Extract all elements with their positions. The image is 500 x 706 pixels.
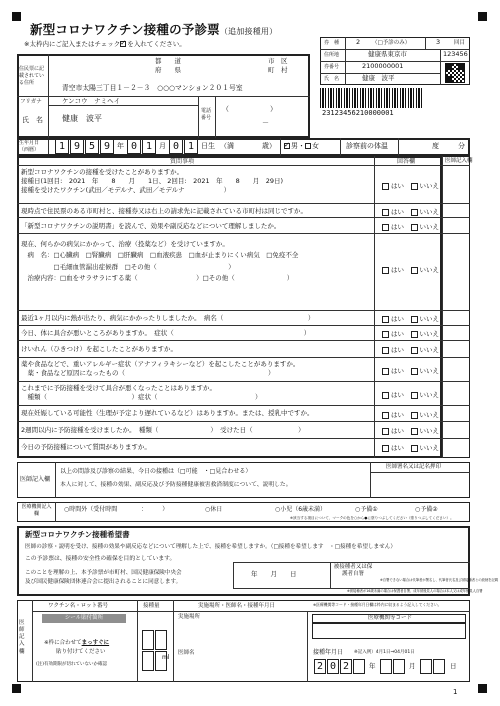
question-10: 現在妊娠している可能性（生理が予定より遅れているなど）はありますか。または、授乳中ですか。 — [21, 409, 314, 417]
no-checkbox[interactable] — [411, 428, 418, 435]
vaccination-day-unit: 日 — [450, 662, 457, 670]
dose-unit: ml — [162, 654, 170, 661]
prefecture-label-bottom: 府 県 — [155, 66, 181, 74]
coupon-type-note: （□予診のみ） — [372, 40, 411, 46]
birth-year-digit[interactable]: 9 — [70, 139, 84, 154]
coupon-number-value: 2100000001 — [362, 62, 404, 70]
temperature-decimal-unit: 分 — [458, 142, 465, 150]
option-spare-1[interactable]: ○予備① — [355, 506, 378, 513]
vaccination-month-digit[interactable] — [393, 659, 405, 674]
answer-q1[interactable]: はい いいえ — [382, 181, 439, 190]
temperature-label: 診察前の体温 — [346, 142, 388, 150]
vaccine-lot-header: ワクチン名・ロット番号 — [48, 603, 109, 609]
dose-unit-label: 回目 — [454, 40, 466, 46]
vaccination-year-digit[interactable]: 2 — [340, 659, 352, 674]
question-8: 薬や食品などで、重いアレルギー症状（アナフィラキシーなど）を起こしたことがありますか。 薬・食品など原因になったもの（ ） — [21, 360, 300, 377]
question-7: けいれん（ひきつけ）を起こしたことがありますか。 — [21, 345, 177, 353]
coupon-type-label: 券 種 — [324, 40, 340, 46]
answer-q5[interactable]: はい いいえ — [382, 314, 439, 323]
signature-note-1: ※自署できない場合は代筆者が署名し、代筆者氏名及び被接種者との続柄を記載 — [380, 578, 499, 582]
vaccination-year-digit[interactable]: 0 — [327, 659, 339, 674]
question-header: 質問事項 — [170, 158, 195, 165]
coupon-name-value: 健康 波平 — [362, 74, 395, 82]
sticker-area[interactable]: シール貼付箇所 — [42, 614, 126, 623]
city-label-top: 市 区 — [268, 57, 288, 65]
yes-checkbox[interactable] — [382, 392, 389, 399]
record-note: ※医療機関等コード・接種年月日欄は枠内に収まるよう記入してください。 — [313, 602, 442, 607]
dose-digit-box[interactable] — [142, 630, 154, 650]
answer-q8[interactable]: はい いいえ — [382, 366, 439, 375]
yes-checkbox[interactable] — [382, 428, 389, 435]
place-label: 実施場所 — [178, 614, 201, 620]
furigana-value[interactable]: ケンコウ ナミヘイ — [62, 97, 121, 105]
doctor-signature-label: 医師署名又は記名押印 — [386, 464, 442, 470]
answer-q2[interactable]: はい いいえ — [382, 207, 439, 216]
record-side-label: 医師記入欄 — [19, 620, 25, 655]
answer-q7[interactable]: はい いいえ — [382, 345, 439, 354]
answer-q11[interactable]: はい いいえ — [382, 426, 439, 435]
yes-checkbox[interactable] — [382, 445, 389, 452]
no-checkbox[interactable] — [411, 392, 418, 399]
page-number: 1 — [453, 688, 458, 696]
facility-code-input[interactable] — [312, 623, 466, 639]
question-5: 最近1ヶ月以内に熱が出たり、病気にかかったりしましたか。 病名（ ） — [21, 314, 315, 322]
consent-agreement-line2: 及び国民健康保険団体連合会に提出されることに同意します。 — [25, 579, 182, 585]
no-checkbox[interactable] — [411, 445, 418, 452]
phone-paren-close: ） — [270, 105, 277, 113]
consent-question[interactable]: 医師の診察・説明を受け、接種の効果や副反応などについて理解した上で、接種を希望しますか。（□接種を希望します ・□接種を希望しません） — [25, 544, 396, 550]
consent-agreement-line1: このことを理解の上、本予診票が市町村、国民健康保険中央会 — [25, 570, 182, 576]
address-label: 住民票に記載されている住所 — [19, 66, 45, 86]
question-3: 「新型コロナワクチンの説明書」を読んで、効果や副反応などについて理解しましたか。 — [21, 222, 281, 230]
no-checkbox[interactable] — [411, 267, 418, 274]
yes-checkbox[interactable] — [382, 368, 389, 375]
coupon-type-value: 2 — [356, 38, 361, 46]
signature-note-2: ※被接種者が16歳未満の場合は保護者自署、成年被後見人の場合は本人又は成年後見人自署 — [347, 589, 483, 593]
vaccination-year-digit[interactable]: 2 — [314, 659, 326, 674]
doctor-explanation-text: 本人に対して、接種の効果、副反応及び予防接種健康被害救済制度について、説明した。 — [60, 482, 292, 488]
question-4: 現在、何らかの病気にかかって、治療（投薬など）を受けていますか。 病 名：□心臓病 □腎臓病 □肝臓病 □血液疾患 □血が止まりにくい病気 □免疫不全 □毛細血管漏出症候群 □その他（ ） 治療内容：□血をサラサラにする薬（ ）□その他（ ） — [21, 240, 299, 283]
name-label: 氏 名 — [22, 116, 43, 124]
doctor-column-header: 医師記入欄 — [445, 158, 473, 164]
registration-mark — [12, 684, 21, 693]
birth-month-digit[interactable]: 0 — [127, 139, 141, 154]
title-note: （追加接種用） — [219, 27, 278, 36]
consent-title: 新型コロナワクチン接種希望書 — [25, 530, 130, 539]
question-2: 現時点で住民票のある市町村と、接種券又は右上の請求先に記載されている市町村は同じですか。 — [21, 207, 307, 215]
question-12: 今日の予防接種について質問がありますか。 — [21, 443, 151, 451]
page-title: 新型コロナワクチン接種の予診票（追加接種用） — [30, 22, 278, 37]
expiry-note: (注)有効期限が切れていないか確認 — [36, 662, 108, 667]
female-checkbox[interactable] — [305, 143, 311, 149]
answer-q9[interactable]: はい いいえ — [382, 390, 439, 399]
sticker-instruction-2: 貼り付けてください — [56, 649, 106, 655]
yes-checkbox[interactable] — [382, 316, 389, 323]
furigana-label: フリガナ — [20, 99, 42, 105]
vaccination-month-unit: 月 — [409, 662, 416, 670]
birth-month-digit[interactable]: 1 — [142, 139, 156, 154]
municipality-code: 123456 — [443, 50, 468, 58]
facility-code-label: 医療機関等コード — [368, 615, 413, 621]
no-checkbox[interactable] — [411, 224, 418, 231]
birth-day-digit[interactable]: 0 — [169, 139, 183, 154]
date-format-note: ※記入例）4月1日⇒04月01日 — [354, 650, 415, 655]
no-checkbox[interactable] — [411, 347, 418, 354]
barcode-number: 23123456210000001 — [322, 109, 394, 117]
month-unit: 月 — [159, 142, 166, 150]
registration-mark — [12, 12, 21, 21]
answer-q6[interactable]: はい いいえ — [382, 329, 439, 338]
dose-digit-box[interactable] — [142, 651, 154, 671]
doctor-judgement-text[interactable]: 以上の問診及び診察の結果、今日の接種は（□可能 ・□見合わせる） — [60, 468, 252, 475]
yes-checkbox[interactable] — [382, 267, 389, 274]
residence-value: 健康県東京市 — [368, 50, 407, 58]
birth-year-digit[interactable]: 9 — [100, 139, 114, 154]
answer-q10[interactable]: はい いいえ — [382, 410, 439, 419]
dose-number: 3 — [436, 38, 441, 46]
option-after-hours[interactable]: ○時間外（受付時間 ： ） — [64, 506, 169, 513]
answer-q4[interactable]: はい いいえ — [382, 265, 439, 274]
birth-year-digit[interactable]: 1 — [55, 139, 69, 154]
signer-label: 被接種者又は保護者自署 — [333, 564, 373, 578]
question-9: これまでに予防接種を受けて具合が悪くなったことはありますか。 種類（ ）症状（ ） — [21, 384, 262, 401]
yes-checkbox[interactable] — [382, 209, 389, 216]
phone-dash: － — [262, 119, 269, 127]
facility-section-label: 医療機関記入欄 — [21, 504, 52, 517]
phone-label: 電話番号 — [201, 108, 212, 121]
age-prefix: （満 — [220, 142, 234, 150]
residence-label: 住所地 — [324, 52, 340, 58]
age-unit: 歳） — [262, 142, 276, 150]
no-checkbox[interactable] — [411, 183, 418, 190]
no-checkbox[interactable] — [411, 331, 418, 338]
vaccination-year-unit: 年 — [369, 662, 376, 670]
no-checkbox[interactable] — [411, 316, 418, 323]
place-header: 実施場所・医師名・接種年月日 — [198, 603, 276, 609]
name-value[interactable]: 健康 波平 — [62, 114, 102, 123]
temperature-degree-unit: 度 — [432, 142, 439, 150]
coupon-name-label: 氏 名 — [324, 76, 340, 82]
vaccination-date-label: 接種年月日 — [313, 649, 344, 656]
check-icon — [120, 41, 126, 47]
vaccination-month-digit[interactable] — [380, 659, 392, 674]
day-unit: 日生 — [201, 142, 215, 150]
registration-mark — [478, 684, 487, 693]
registration-mark — [478, 12, 487, 21]
yes-checkbox[interactable] — [382, 347, 389, 354]
male-checkbox[interactable] — [284, 143, 290, 149]
yes-checkbox[interactable] — [382, 224, 389, 231]
sticker-instruction: ※枠に合わせてまっすぐに — [44, 640, 110, 646]
consent-date[interactable]: 年 月 日 — [251, 570, 297, 578]
prefecture-label-top: 都 道 — [155, 57, 181, 65]
no-checkbox[interactable] — [411, 368, 418, 375]
yes-checkbox[interactable] — [382, 183, 389, 190]
no-checkbox[interactable] — [411, 209, 418, 216]
doctor-section-label: 医師記入欄 — [20, 476, 51, 483]
question-6: 今日、体に具合が悪いところがありますか。 症状（ ） — [21, 329, 311, 337]
facility-note: ※該当する項目について、マークの色を○から●に塗りつぶしてください（塗りつぶしてください）。 — [290, 516, 454, 520]
option-child[interactable]: ○小児（6歳未満） — [275, 506, 327, 513]
vaccination-day-digit[interactable] — [433, 659, 445, 674]
instruction-text: ※太枠内にご記入またはチェック✓ を入れてください。 — [24, 41, 186, 49]
yes-checkbox[interactable] — [382, 331, 389, 338]
dose-digit-box[interactable] — [155, 630, 167, 650]
year-unit: 年 — [117, 142, 124, 150]
dose-header: 接種量 — [143, 603, 160, 609]
option-spare-2[interactable]: ○予備② — [415, 506, 438, 513]
answer-q12[interactable]: はい いいえ — [382, 443, 439, 452]
option-holiday[interactable]: ○休日 — [205, 506, 223, 513]
city-label-bottom: 町 村 — [268, 66, 288, 74]
yes-checkbox[interactable] — [382, 412, 389, 419]
birth-date-label: 生年月日（西暦） — [19, 140, 40, 153]
vaccination-year-digit[interactable] — [353, 659, 365, 674]
coupon-number-label: 券番号 — [324, 64, 340, 70]
answer-header: 回答欄 — [397, 158, 416, 165]
no-checkbox[interactable] — [411, 412, 418, 419]
birth-day-digit[interactable]: 1 — [184, 139, 198, 154]
sex-options[interactable]: ✓ 男・ 女 — [284, 142, 319, 150]
address-value[interactable]: 青空市太陽三丁目１－２－３ ○○○マンション２０１号室 — [62, 84, 243, 92]
question-11: 2週間以内に予防接種を受けましたか。 種類（ ） 受けた日（ ） — [21, 426, 305, 434]
question-1: 新型コロナワクチンの接種を受けたことがありますか。 接種日(1回目: 2021 年 8 月 1日、 2回目: 2021 年 8 月 29日) 接種を受けたワクチン(武田／モデルナ、武田／モデルナ ） — [21, 168, 284, 194]
doctor-name-label: 医師名 — [178, 650, 195, 656]
qr-code-icon — [445, 63, 465, 83]
barcode-icon — [320, 88, 422, 108]
vaccination-day-digit[interactable] — [420, 659, 432, 674]
answer-q3[interactable]: はい いいえ — [382, 222, 439, 231]
phone-paren-open: （ — [222, 105, 229, 113]
birth-year-digit[interactable]: 5 — [85, 139, 99, 154]
consent-purpose: この予診票は、接種の安全性の確保を目的としています。 — [25, 556, 176, 562]
